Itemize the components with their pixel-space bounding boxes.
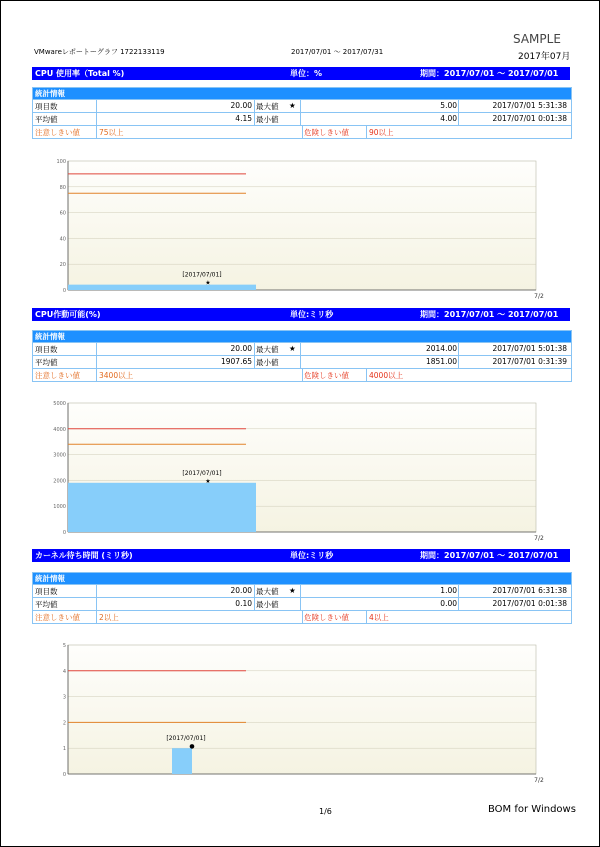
min-time: 2017/07/01 0:31:39 — [492, 357, 567, 366]
chart-cpu-ready — [36, 397, 551, 543]
x-tick-label: 7/2 — [534, 293, 544, 300]
stats-row-thresholds — [33, 610, 571, 623]
max-value: 5.00 — [440, 101, 457, 110]
y-tick-label: 0 — [62, 530, 66, 536]
stats-row-avg-min — [33, 112, 571, 125]
y-tick-label: 1 — [62, 746, 66, 753]
min-label: 最小値 — [256, 358, 279, 367]
count-label: 項目数 — [35, 587, 58, 596]
max-time: 2017/07/01 5:01:38 — [492, 344, 567, 353]
min-label: 最小値 — [256, 115, 279, 124]
danger-value: 4以上 — [369, 613, 389, 622]
y-tick-label: 60 — [59, 210, 66, 217]
warn-value: 3400以上 — [99, 371, 134, 380]
min-label: 最小値 — [256, 600, 279, 609]
y-tick-label: 40 — [59, 236, 66, 243]
min-value: 0.00 — [440, 599, 457, 608]
peak-marker: ★ — [205, 279, 211, 287]
x-tick-label: 7/2 — [534, 777, 544, 784]
stats-title: 統計情報 — [33, 331, 571, 342]
stats-row-avg-min — [33, 597, 571, 610]
max-star-icon: ★ — [289, 101, 296, 110]
stats-row-avg-min — [33, 355, 571, 368]
y-tick-label: 2 — [62, 720, 66, 727]
section-title: CPU 使用率（Total %) — [35, 69, 125, 78]
avg-label: 平均値 — [35, 358, 58, 367]
warn-label: 注意しきい値 — [35, 613, 80, 622]
y-tick-label: 4 — [62, 668, 66, 675]
max-star-icon: ★ — [289, 344, 296, 353]
warn-value: 75以上 — [99, 128, 124, 137]
section-header-cpu-ready — [32, 308, 570, 321]
stats-row-count-max — [33, 342, 571, 355]
y-tick-label: 5000 — [53, 401, 66, 407]
max-star-icon: ★ — [289, 586, 296, 595]
avg-label: 平均値 — [35, 600, 58, 609]
stats-table-cpu-usage — [32, 87, 572, 139]
warn-value: 2以上 — [99, 613, 119, 622]
count-label: 項目数 — [35, 102, 58, 111]
y-tick-label: 4000 — [53, 426, 66, 433]
max-value: 2014.00 — [425, 344, 457, 353]
count-value: 20.00 — [230, 344, 252, 353]
stats-table-kernel-latency — [32, 572, 572, 624]
report-title: VMwareレポートーグラフ 1722133119 — [34, 48, 165, 56]
section-header-kernel-latency — [32, 549, 570, 562]
stats-row-count-max — [33, 584, 571, 597]
stats-table-cpu-ready — [32, 330, 572, 382]
peak-marker: ● — [189, 743, 195, 751]
count-value: 20.00 — [230, 101, 252, 110]
page-number: 1/6 — [319, 807, 332, 816]
peak-date-label: [2017/07/01] — [182, 469, 222, 477]
y-tick-label: 20 — [59, 262, 66, 269]
danger-label: 危険しきい値 — [304, 613, 349, 622]
warn-label: 注意しきい値 — [35, 371, 80, 380]
danger-value: 90以上 — [369, 128, 394, 137]
peak-date-label: [2017/07/01] — [182, 271, 222, 279]
section-unit: 単位:ミリ秒 — [290, 551, 334, 560]
section-header-cpu-usage — [32, 67, 570, 80]
plot-area — [68, 161, 536, 290]
chart-kernel-latency — [36, 639, 551, 785]
x-tick-label: 7/2 — [534, 535, 544, 542]
max-label: 最大値 — [256, 587, 279, 596]
plot-area — [68, 645, 536, 774]
danger-label: 危険しきい値 — [304, 371, 349, 380]
brand-name: BOM for Windows — [488, 804, 576, 815]
max-label: 最大値 — [256, 345, 279, 354]
peak-date-label: [2017/07/01] — [166, 735, 206, 743]
stats-row-thresholds — [33, 368, 571, 381]
stats-title: 統計情報 — [33, 88, 571, 99]
min-time: 2017/07/01 0:01:38 — [492, 599, 567, 608]
sample-watermark: SAMPLE — [513, 32, 561, 46]
y-tick-label: 80 — [59, 184, 66, 191]
section-unit: 単位：% — [290, 69, 323, 78]
y-tick-label: 3000 — [53, 452, 66, 459]
danger-value: 4000以上 — [369, 371, 404, 380]
y-tick-label: 0 — [62, 288, 66, 294]
max-time: 2017/07/01 6:31:38 — [492, 586, 567, 595]
min-value: 4.00 — [440, 114, 457, 123]
report-period: 2017/07/01 〜 2017/07/31 — [291, 48, 384, 56]
section-title: CPU作動可能(%) — [35, 310, 101, 319]
section-period: 期間：2017/07/01 〜 2017/07/01 — [420, 310, 559, 319]
min-time: 2017/07/01 0:01:38 — [492, 114, 567, 123]
count-label: 項目数 — [35, 345, 58, 354]
section-title: カーネル待ち時間 (ミリ秒) — [35, 551, 133, 560]
y-tick-label: 1000 — [53, 504, 66, 511]
stats-title: 統計情報 — [33, 573, 571, 584]
stats-row-thresholds — [33, 125, 571, 138]
section-period: 期間：2017/07/01 〜 2017/07/01 — [420, 69, 559, 78]
avg-value: 4.15 — [235, 114, 252, 123]
section-unit: 単位:ミリ秒 — [290, 310, 334, 319]
max-label: 最大値 — [256, 102, 279, 111]
peak-marker: ★ — [205, 477, 211, 485]
avg-value: 1907.65 — [220, 357, 252, 366]
bar-2017-07-01 — [68, 285, 256, 290]
y-tick-label: 100 — [56, 159, 66, 165]
chart-cpu-usage — [36, 155, 551, 301]
section-period: 期間：2017/07/01 〜 2017/07/01 — [420, 551, 559, 560]
stats-row-count-max — [33, 99, 571, 112]
avg-label: 平均値 — [35, 115, 58, 124]
y-tick-label: 5 — [62, 643, 66, 649]
y-tick-label: 2000 — [53, 478, 66, 485]
max-value: 1.00 — [440, 586, 457, 595]
warn-label: 注意しきい値 — [35, 128, 80, 137]
bar-2017-07-01 — [68, 483, 256, 532]
min-value: 1851.00 — [425, 357, 457, 366]
bar-2017-07-01 — [172, 748, 192, 774]
y-tick-label: 3 — [62, 694, 66, 701]
y-tick-label: 0 — [62, 772, 66, 778]
max-time: 2017/07/01 5:31:38 — [492, 101, 567, 110]
report-month: 2017年07月 — [518, 52, 571, 62]
avg-value: 0.10 — [235, 599, 252, 608]
danger-label: 危険しきい値 — [304, 128, 349, 137]
count-value: 20.00 — [230, 586, 252, 595]
